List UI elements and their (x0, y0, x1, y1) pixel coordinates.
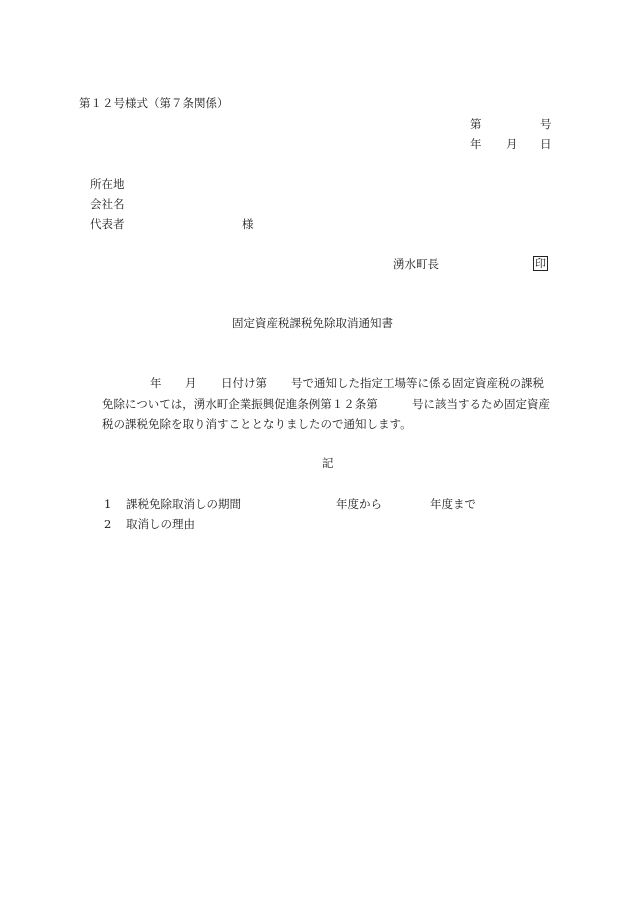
reference-no-prefix: 第 (470, 117, 482, 131)
company-label: 会社名 (90, 197, 125, 211)
item-label: 課税免除取消しの期間 (126, 497, 241, 511)
item-label: 取消しの理由 (126, 517, 195, 531)
body-year: 年 (150, 376, 162, 390)
item-from-suffix: 年度から (336, 497, 382, 511)
reference-no-suffix: 号 (540, 117, 552, 131)
item-number: 1 (104, 497, 112, 511)
honorific: 様 (242, 217, 254, 231)
date-year-label: 年 (470, 137, 482, 151)
date-month-label: 月 (506, 137, 518, 151)
item-number: 2 (104, 517, 112, 531)
representative-label: 代表者 (90, 217, 125, 231)
seal-mark: 印 (535, 257, 546, 270)
address-label: 所在地 (90, 177, 125, 191)
body-line3: 税の課税免除を取り消すこととなりましたので通知します。 (102, 417, 412, 431)
body-month: 月 (185, 376, 197, 390)
document-title: 固定資産税課税免除取消通知書 (232, 316, 393, 330)
body-day-no: 日付け第 (221, 376, 267, 390)
body-line1-rest: 号で通知した指定工場等に係る固定資産税の課税 (291, 376, 544, 390)
item-to-suffix: 年度まで (430, 497, 476, 511)
date-day-label: 日 (540, 137, 552, 151)
ki-heading: 記 (322, 456, 334, 470)
form-number: 第１２号様式（第７条関係） (79, 96, 229, 110)
body-line2-b: 号に該当するため固定資産 (412, 397, 550, 411)
sender-title: 湧水町長 (393, 257, 439, 271)
body-line2-a: 免除については，湧水町企業振興促進条例第１２条第 (102, 397, 378, 411)
